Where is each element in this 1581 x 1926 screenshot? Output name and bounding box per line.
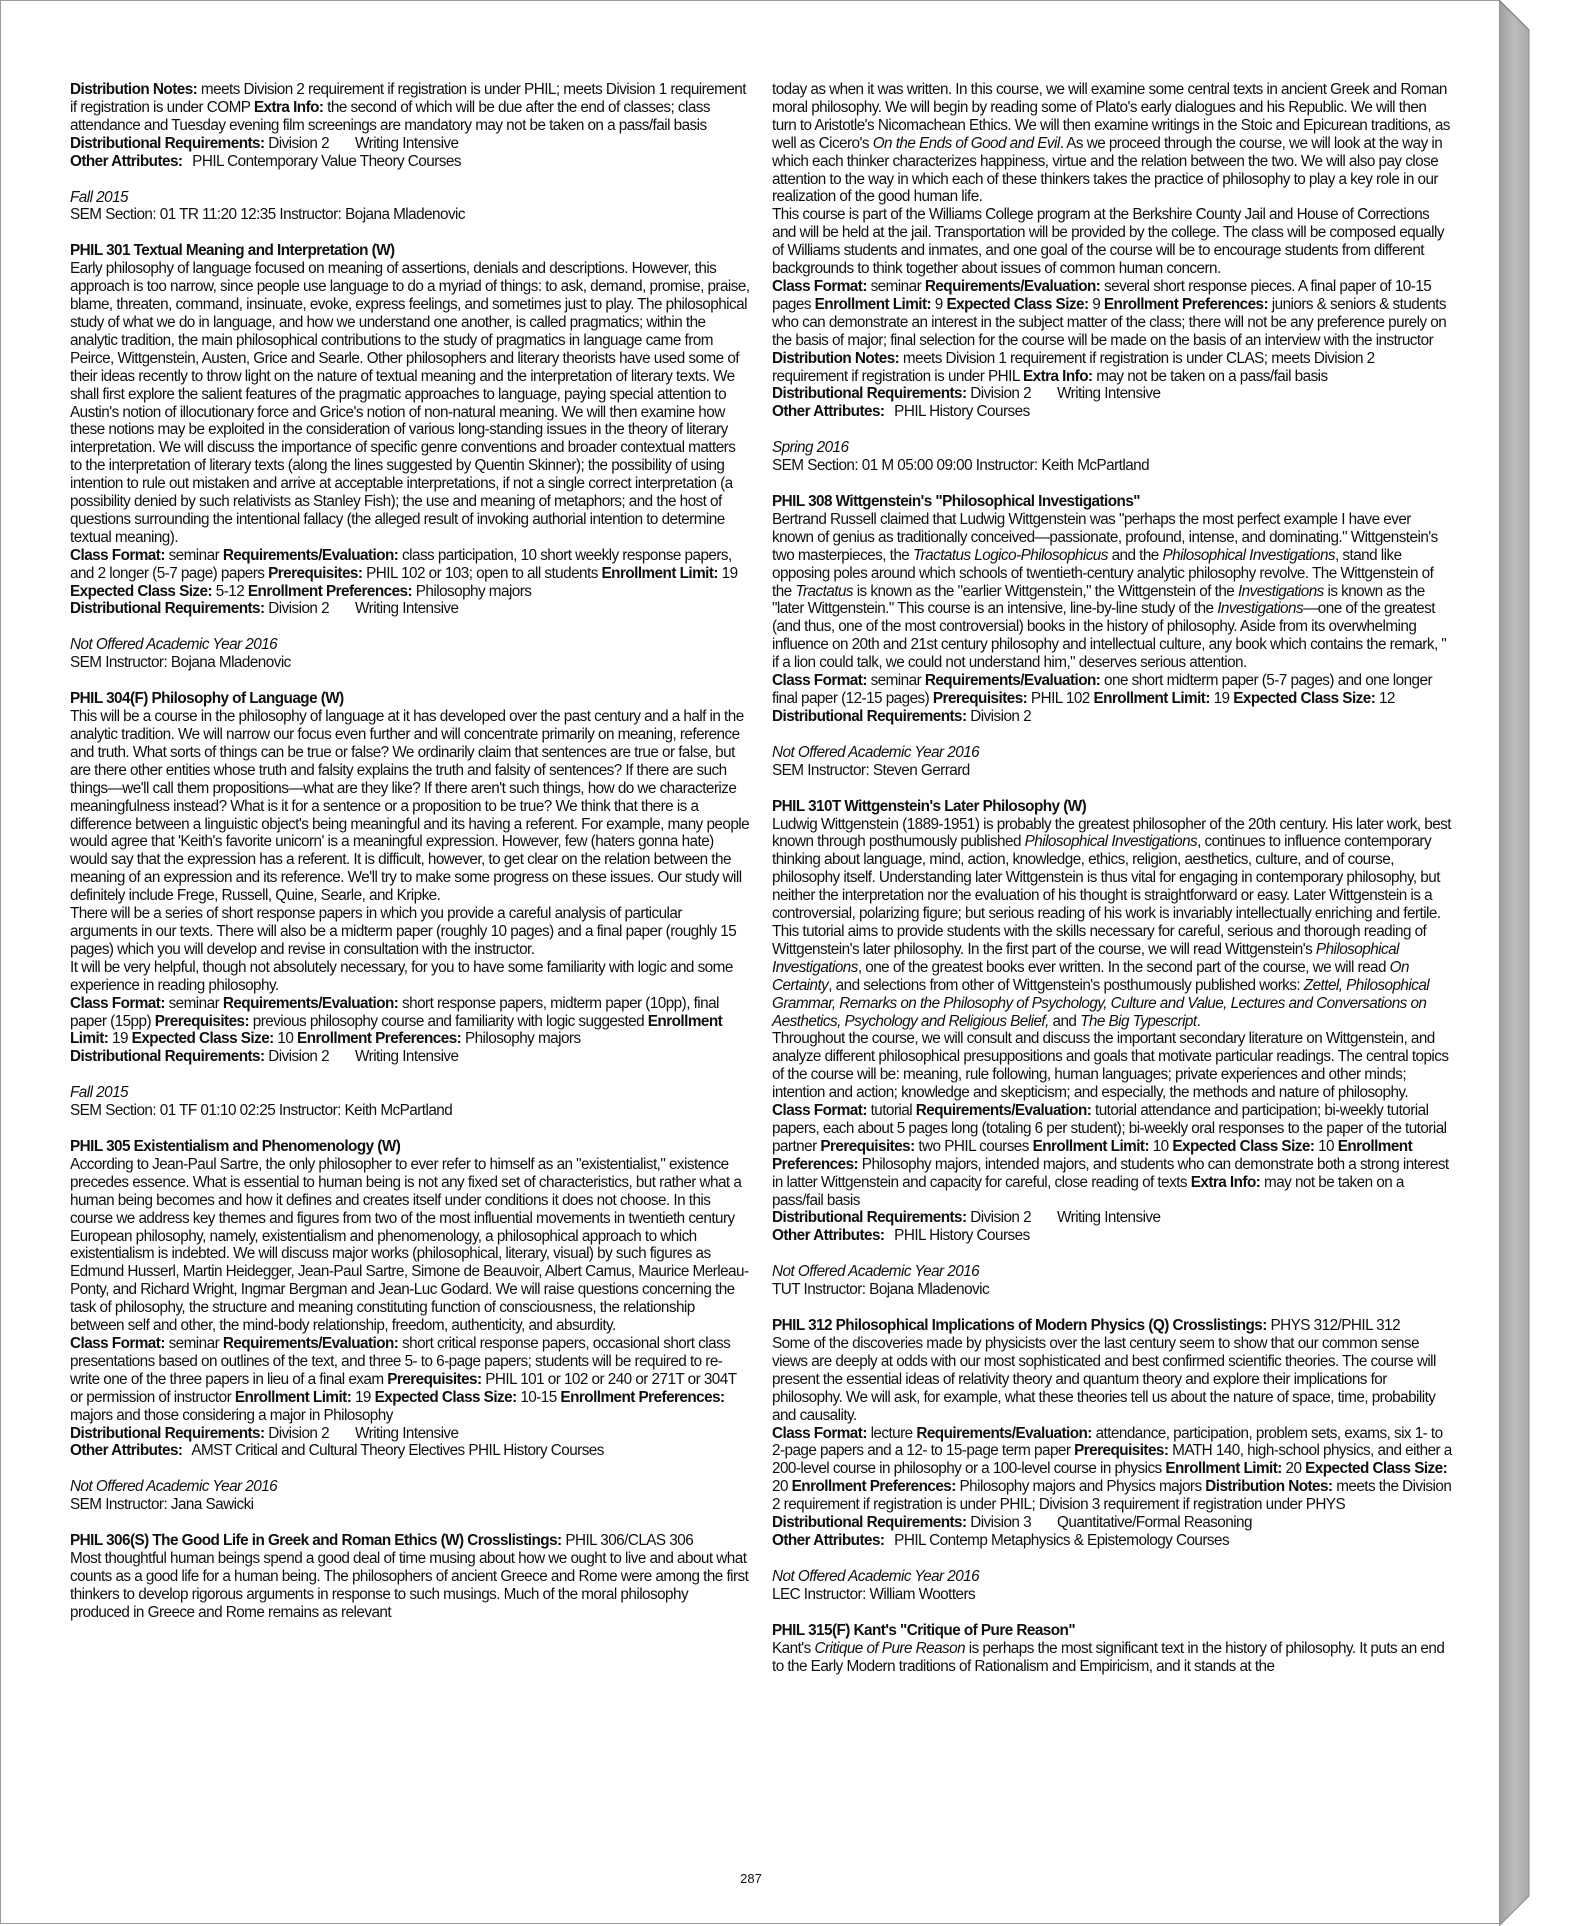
course-details: Class Format: seminar Requirements/Evaluation: class participation, 10 short weekly response papers, and 2 longer (5-7 page) papers Prerequisites: PHIL 102 or 103; open to all students Enrollment Limit: 19 Expected Class Size: 5-12 Enrollment Preferences: Philosophy majors: [70, 546, 738, 600]
course-details: Class Format: seminar Requirements/Evaluation: several short response pieces. A final paper of 10-15 pages Enrollment Limit: 9 Expected Class Size: 9 Enrollment Preferences: juniors & seniors & students who can demonstrate an interest in the subject matter of the class; there will not be any preference purely on the basis of major; final selection for the course will be made on the basis of an interview with the instructor Distribution Notes: meets Division 1 requirement if registration is under CLAS; meets Division 2 requirement if registration is under PHIL Extra Info: may not be taken on a pass/fail basis: [772, 277, 1447, 385]
distributional-requirements: Distributional Requirements: Division 3 Quantitative/Formal Reasoning: [772, 1514, 1252, 1532]
other-attributes: Other Attributes: AMST Critical and Cultural Theory Electives PHIL History Courses: [70, 1442, 604, 1460]
distributional-requirements: Distributional Requirements: Division 2 Writing Intensive: [70, 134, 459, 152]
course-details: Class Format: tutorial Requirements/Evaluation: tutorial attendance and participation; bi-weekly tutorial papers, each about 5 pages long (totaling 6 per student); bi-weekly oral responses to the paper of the tutorial partner Prerequisites: two PHIL courses Enrollment Limit: 10 Expected Class Size: 10 Enrollment Preferences: Philosophy majors, intended majors, and students who can demonstrate both a strong interest in latter Wittgenstein and capacity for careful, close reading of texts Extra Info: may not be taken on a pass/fail basis: [772, 1102, 1449, 1209]
section-line: SEM Section: 01 TR 11:20 12:35 Instructor: Bojana Mladenovic: [70, 206, 465, 224]
distributional-requirements: Distributional Requirements: Division 2: [772, 707, 1032, 725]
course-title: PHIL 301 Textual Meaning and Interpretation (W): [70, 242, 395, 260]
course-description: According to Jean-Paul Sartre, the only philosopher to ever refer to himself as an "existentialist," existence precedes essence. What is essential to human being is not any fixed set of characteristics, but rather what a human being becomes and how it defines and creates itself under conditions it does not choose. In this course we address key themes and figures from two of the most influential movements in twentieth century European philosophy, namely, existentialism and phenomenology, a philosophical approach to which existentialism is indebted. We will discuss major works (philosophical, literary, visual) by such figures as Edmund Husserl, Martin Heidegger, Jean-Paul Sartre, Simone de Beauvoir, Albert Camus, Maurice Merleau-Ponty, and Richard Wright, Ingmar Bergman and Jean-Luc Godard. We will raise questions concerning the task of philosophy, the structure and meaning constituting function of consciousness, the relationship between self and other, the mind-body relationship, freedom, authenticity, and absurdity.: [70, 1155, 749, 1335]
page-curl-edge: [1499, 0, 1581, 1926]
section-line: SEM Section: 01 M 05:00 09:00 Instructor: Keith McPartland: [772, 457, 1150, 475]
course-description: Bertrand Russell claimed that Ludwig Wittgenstein was "perhaps the most perfect example I have ever known of genius as traditionally conceived—passionate, profound, intense, and dominating." Wittgenstein's two masterpieces, the Tractatus Logico-Philosophicus and the Philosophical Investigations, stand like opposing poles around which schools of twentieth-century analytic philosophy revolve. The Wittgenstein of the Tractatus is known as the "earlier Wittgenstein," the Wittgenstein of the Investigations is known as the "later Wittgenstein." This course is an intensive, line-by-line study of the Investigations—one of the greatest (and thus, one of the most controversial) books in the history of philosophy. Aside from its overwhelming influence on 20th and 21st century philosophy and intellectual culture, any book which contains the remark, " if a lion could talk, we could not understand him," deserves serious attention.: [772, 510, 1447, 672]
course-description: Kant's Critique of Pure Reason is perhaps the most significant text in the history of philosophy. It puts an end to the Early Modern traditions of Rationalism and Empiricism, and it stands at the: [772, 1639, 1445, 1675]
course-description: This course is part of the Williams College program at the Berkshire County Jail and House of Corrections and will be held at the jail. Transportation will be provided by the college. The class will be composed equally of Williams students and inmates, and one goal of the course will be to encourage students from different backgrounds to think together about issues of common human concern.: [772, 206, 1444, 278]
course-title: PHIL 304(F) Philosophy of Language (W): [70, 690, 344, 708]
course-title: PHIL 312 Philosophical Implications of Modern Physics (Q) Crosslistings: PHYS 312/PHIL 312: [772, 1317, 1401, 1335]
term: Not Offered Academic Year 2016: [772, 1567, 980, 1585]
other-attributes: Other Attributes: PHIL Contemp Metaphysics & Epistemology Courses: [772, 1531, 1230, 1549]
distributional-requirements: Distributional Requirements: Division 2 Writing Intensive: [772, 1209, 1161, 1227]
course-description: Most thoughtful human beings spend a good deal of time musing about how we ought to live and about what counts as a good life for a human being. The philosophers of ancient Greece and Rome were among the first thinkers to develop rigorous arguments in response to such musings. Much of the moral philosophy produced in Greece and Rome remains as relevant: [70, 1550, 749, 1621]
page-number: 287: [740, 1871, 762, 1886]
section-line: SEM Instructor: Bojana Mladenovic: [70, 654, 291, 672]
course-description: today as when it was written. In this course, we will examine some central texts in ancient Greek and Roman moral philosophy. We will begin by reading some of Plato's early dialogues and his Republic. We will then turn to Aristotle's Nicomachean Ethics. We will then examine writings in the Stoic and Epicurean traditions, as well as Cicero's On the Ends of Good and Evil. As we proceed through the course, we will look at the way in which each thinker characterizes happiness, virtue and the relation between the two. We will also pay close attention to the way in which each of these thinkers takes the practice of philosophy to play a key role in our realization of the good human life.: [772, 81, 1450, 206]
term: Fall 2015: [70, 1084, 128, 1102]
term: Fall 2015: [70, 188, 128, 206]
course-title: PHIL 308 Wittgenstein's "Philosophical Investigations": [772, 493, 1140, 511]
distributional-requirements: Distributional Requirements: Division 2 Writing Intensive: [772, 385, 1161, 403]
other-attributes: Other Attributes: PHIL History Courses: [772, 1227, 1030, 1245]
course-title: PHIL 310T Wittgenstein's Later Philosophy (W): [772, 797, 1087, 815]
term: Spring 2016: [772, 439, 849, 457]
other-attributes: Other Attributes: PHIL History Courses: [772, 403, 1030, 421]
distribution-notes: Distribution Notes: meets Division 2 requirement if registration is under PHIL; meets Division 1 requirement if registration is under COMP Extra Info: the second of which will be due after the end of classes; class attendance and Tuesday evening film screenings are mandatory may not be taken on a pass/fail basis: [70, 81, 746, 134]
course-details: Class Format: seminar Requirements/Evaluation: one short midterm paper (5-7 pages) and one longer final paper (12-15 pages) Prerequisites: PHIL 102 Enrollment Limit: 19 Expected Class Size: 12: [772, 672, 1432, 707]
section-line: TUT Instructor: Bojana Mladenovic: [772, 1281, 990, 1299]
distributional-requirements: Distributional Requirements: Division 2 Writing Intensive: [70, 1424, 459, 1442]
term: Not Offered Academic Year 2016: [70, 636, 278, 654]
section-line: SEM Instructor: Steven Gerrard: [772, 761, 970, 779]
term: Not Offered Academic Year 2016: [772, 1263, 980, 1281]
course-description: This will be a course in the philosophy of language at it has developed over the past century and a half in the analytic tradition. We will narrow our focus even further and will concentrate primarily on meaning, reference and truth. What sorts of things can be true or false? We ordinarily claim that sentences are true or false, but are there other entities whose truth and falsity explains the truth and falsity of sentences? If there are such things—we'll call them propositions—what are they like? If there aren't such things, how do we characterize meaningfulness instead? What is it for a sentence or a proposition to be true? We think that there is a difference between a linguistic object's being meaningful and its having a referent. For example, many people would agree that 'Keith's favorite unicorn' is a meaningful expression. However, few (haters gonna hate) would say that the expression has a referent. It is difficult, however, to get clear on the relation between the meaning of an expression and its reference. We'll try to make some progress on these issues. Our study will definitely include Frege, Russell, Quine, Searle, and Kripke.: [70, 708, 750, 905]
distributional-requirements: Distributional Requirements: Division 2 Writing Intensive: [70, 1048, 459, 1066]
other-attributes: Other Attributes: PHIL Contemporary Value Theory Courses: [70, 152, 461, 170]
left-column: [70, 81, 750, 1622]
section-line: SEM Section: 01 TF 01:10 02:25 Instructor: Keith McPartland: [70, 1102, 453, 1120]
course-description: Throughout the course, we will consult and discuss the important secondary literature on Wittgenstein, and analyze different philosophical presuppositions and goals that motivate particular readings. The central topics of the course will be: meaning, rule following, human languages; private experiences and other minds; intention and action; knowledge and skepticism; and especially, the methods and nature of philosophy.: [772, 1030, 1449, 1102]
right-column: [772, 81, 1452, 1675]
distributional-requirements: Distributional Requirements: Division 2 Writing Intensive: [70, 600, 459, 618]
course-details: Class Format: seminar Requirements/Evaluation: short critical response papers, occasional short class presentations based on outlines of the text, and three 5- to 6-page papers; students will be required to re-write one of the three papers in lieu of a final exam Prerequisites: PHIL 101 or 102 or 240 or 271T or 304T or permission of instructor Enrollment Limit: 19 Expected Class Size: 10-15 Enrollment Preferences: majors and those considering a major in Philosophy: [70, 1335, 737, 1424]
course-description: Ludwig Wittgenstein (1889-1951) is probably the greatest philosopher of the 20th century. His later work, best known through posthumously published Philosophical Investigations, continues to influence contemporary thinking about language, mind, action, knowledge, ethics, religion, aesthetics, culture, and of course, philosophy itself. Understanding later Wittgenstein is thus vital for engaging in contemporary philosophy, but neither the interpretation nor the evaluation of his thought is straightforward or easy. Later Wittgenstein is a controversial, polarizing figure; but serious reading of his work is invariably intellectually enriching and fertile. This tutorial aims to provide students with the skills necessary for careful, serious and thorough reading of Wittgenstein's later philosophy. In the first part of the course, we will read Wittgenstein's Philosophical Investigations, one of the greatest books ever written. In the second part of the course, we will read On Certainty, and selections from other of Wittgenstein's posthumously published works: Zettel, Philosophical Grammar, Remarks on the Philosophy of Psychology, Culture and Value, Lectures and Conversations on Aesthetics, Psychology and Religious Belief, and The Big Typescript.: [772, 815, 1451, 1030]
section-line: SEM Instructor: Jana Sawicki: [70, 1496, 254, 1514]
course-description: Some of the discoveries made by physicists over the last century seem to show that our common sense views are deeply at odds with our most sophisticated and best confirmed scientific theories. The course will present the essential ideas of relativity theory and quantum theory and explore their implications for philosophy. We will ask, for example, what these theories tell us about the nature of space, time, probability and causality.: [772, 1335, 1436, 1424]
course-details: Class Format: lecture Requirements/Evaluation: attendance, participation, problem sets, exams, six 1- to 2-page papers and a 12- to 15-page term paper Prerequisites: MATH 140, high-school physics, and either a 200-level course in philosophy or a 100-level course in physics Enrollment Limit: 20 Expected Class Size: 20 Enrollment Preferences: Philosophy majors and Physics majors Distribution Notes: meets the Division 2 requirement if registration is under PHIL; Division 3 requirement if registration under PHYS: [772, 1424, 1452, 1514]
course-title: PHIL 315(F) Kant's "Critique of Pure Reason": [772, 1621, 1076, 1639]
term: Not Offered Academic Year 2016: [772, 743, 980, 761]
course-description: It will be very helpful, though not absolutely necessary, for you to have some familiarity with logic and some experience in reading philosophy.: [70, 958, 733, 994]
course-title: PHIL 306(S) The Good Life in Greek and Roman Ethics (W) Crosslistings: PHIL 306/CLAS 306: [70, 1532, 694, 1550]
course-description: There will be a series of short response papers in which you provide a careful analysis of particular arguments in our texts. There will also be a midterm paper (roughly 10 pages) and a final paper (roughly 15 pages) which you will develop and revise in consultation with the instructor.: [70, 905, 737, 958]
course-title: PHIL 305 Existentialism and Phenomenology (W): [70, 1138, 401, 1156]
course-description: Early philosophy of language focused on meaning of assertions, denials and descriptions. However, this approach is too narrow, since people use language to do a myriad of things: to ask, demand, promise, praise, blame, threaten, command, insinuate, evoke, express feelings, and sometimes just to play. The philosophical study of what we do in language, and how we understand one another, is called pragmatics; within the analytic tradition, the main philosophical contributions to the study of pragmatics in language came from Peirce, Wittgenstein, Austen, Grice and Searle. Other philosophers and literary theorists have used some of their ideas recently to throw light on the nature of textual meaning and the interpretation of literary texts. We shall first explore the salient features of the pragmatic approaches to language, paying special attention to Austin's notion of illocutionary force and Grice's notion of non-natural meaning. We will then examine how these notions may be exploited in the consideration of various long-standing issues in the theory of literary interpretation. We will discuss the importance of specific genre conventions and broader contextual matters to the interpretation of literary texts (along the lines suggested by Quentin Skinner); the possibility of using intention to rule out mistaken and arrive at acceptable interpretations, if not a single correct interpretation (a possibility denied by such relativists as Stanley Fish); the use and meaning of metaphors; and the host of questions surrounding the intentional fallacy (the alleged result of invoking authorial intention to determine textual meaning).: [70, 260, 750, 546]
term: Not Offered Academic Year 2016: [70, 1478, 278, 1496]
section-line: LEC Instructor: William Wootters: [772, 1585, 976, 1603]
course-details: Class Format: seminar Requirements/Evaluation: short response papers, midterm paper (10pp), final paper (15pp) Prerequisites: previous philosophy course and familiarity with logic suggested Enrollment Limit: 19 Expected Class Size: 10 Enrollment Preferences: Philosophy majors: [70, 994, 723, 1048]
